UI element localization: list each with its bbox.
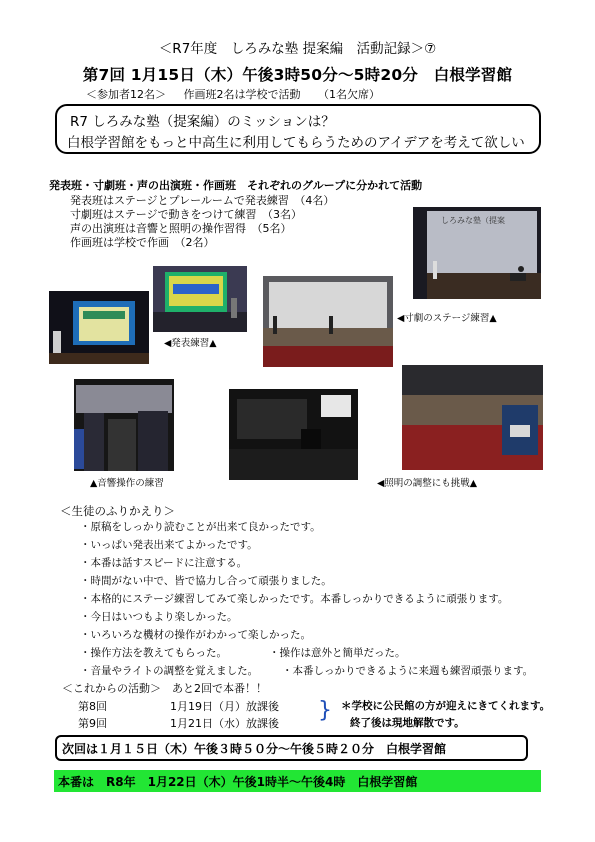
session-date: 1月19日（月）放課後 <box>170 700 279 713</box>
session-date: 1月21日（水）放課後 <box>170 717 279 730</box>
absent-note: （1名欠席） <box>318 88 380 101</box>
photo-stage-presentation <box>413 207 541 299</box>
reflection-item: ・本番しっかりできるように来週も練習頑張ります。 <box>282 665 534 677</box>
final-performance-text: 本番は R8年 1月22日（木）午後1時半～午後4時 白根学習館 <box>58 775 418 789</box>
session-date-line: 第7回 1月15日（木）午後3時50分～5時20分 白根学習館 <box>82 66 513 84</box>
art-team-note: 作画班2名は学校で活動 <box>183 88 301 101</box>
reflection-item: ・いっぱい発表出来てよかったです。 <box>80 539 258 551</box>
photo-hall-seats <box>402 365 543 470</box>
reflection-item: ・本格的にステージ練習してみて楽しかったです。本番しっかりできるように頑張ります。 <box>80 593 509 605</box>
reflection-item: ・原稿をしっかり読むことが出来て良かったです。 <box>80 521 321 533</box>
reflections-heading: ＜生徒のふりかえり＞ <box>60 504 175 518</box>
groups-heading: 発表班・寸劇班・声の出演班・作画班 それぞれのグループに分かれて活動 <box>49 179 423 192</box>
reflection-item: ・操作方法を教えてもらった。 <box>80 647 227 659</box>
page-title: ＜R7年度 しろみな塾 提案編 活動記録＞⑦ <box>158 41 437 57</box>
next-session-text: 次回は１月１５日（木）午後３時５０分～午後５時２０分 白根学習館 <box>62 742 447 756</box>
schedule-bracket: } <box>318 698 332 723</box>
reflection-item: ・今日はいつもより楽しかった。 <box>80 611 238 623</box>
group-item: 作画班は学校で作画 （2名） <box>70 236 215 249</box>
slide-text: しろみな塾（提案 <box>441 216 505 225</box>
session-number: 第9回 <box>78 717 107 730</box>
reflection-item: ・いろいろな機材の操作がわかって楽しかった。 <box>80 629 311 641</box>
photo-podium-practice <box>49 291 149 364</box>
session-number: 第8回 <box>78 700 107 713</box>
reflection-item: ・音量やライトの調整を覚えました。 <box>80 665 259 677</box>
photo-skit-stage <box>263 276 393 367</box>
pickup-note: ＊学校に公民館の方が迎えにきてくれます。 <box>341 700 551 712</box>
photo-sound-booth <box>74 379 174 471</box>
participants-count: ＜参加者12名＞ <box>86 88 166 101</box>
group-item: 声の出演班は音響と照明の操作習得 （5名） <box>70 222 292 235</box>
mission-text: 白根学習館をもっと中高生に利用してもらうためのアイデアを考えて欲しい <box>67 135 525 151</box>
caption-presentation: ◀発表練習▲ <box>164 338 217 349</box>
participants-line <box>86 86 394 102</box>
caption-lighting: ◀照明の調整にも挑戦▲ <box>377 478 478 489</box>
reflection-item: ・本番は話すスピードに注意する。 <box>80 557 248 569</box>
photo-playroom-practice <box>153 266 247 332</box>
reflection-item: ・時間がない中で、皆で協力し合って頑張りました。 <box>80 575 332 587</box>
upcoming-heading: ＜これからの活動＞ あと2回で本番！！ <box>62 682 267 695</box>
caption-skit: ◀寸劇のステージ練習▲ <box>397 313 497 324</box>
dismissal-note: 終了後は現地解散です。 <box>350 717 465 729</box>
group-item: 寸劇班はステージで動きをつけて練習 （3名） <box>70 208 303 221</box>
caption-sound: ▲音響操作の練習 <box>90 478 164 489</box>
group-item: 発表班はステージとプレールームで発表練習 （4名） <box>70 194 335 207</box>
reflection-item: ・操作は意外と簡単だった。 <box>269 647 406 659</box>
photo-lighting-console <box>229 389 358 480</box>
mission-title: R7 しろみな塾（提案編）のミッションは？ <box>70 114 335 130</box>
